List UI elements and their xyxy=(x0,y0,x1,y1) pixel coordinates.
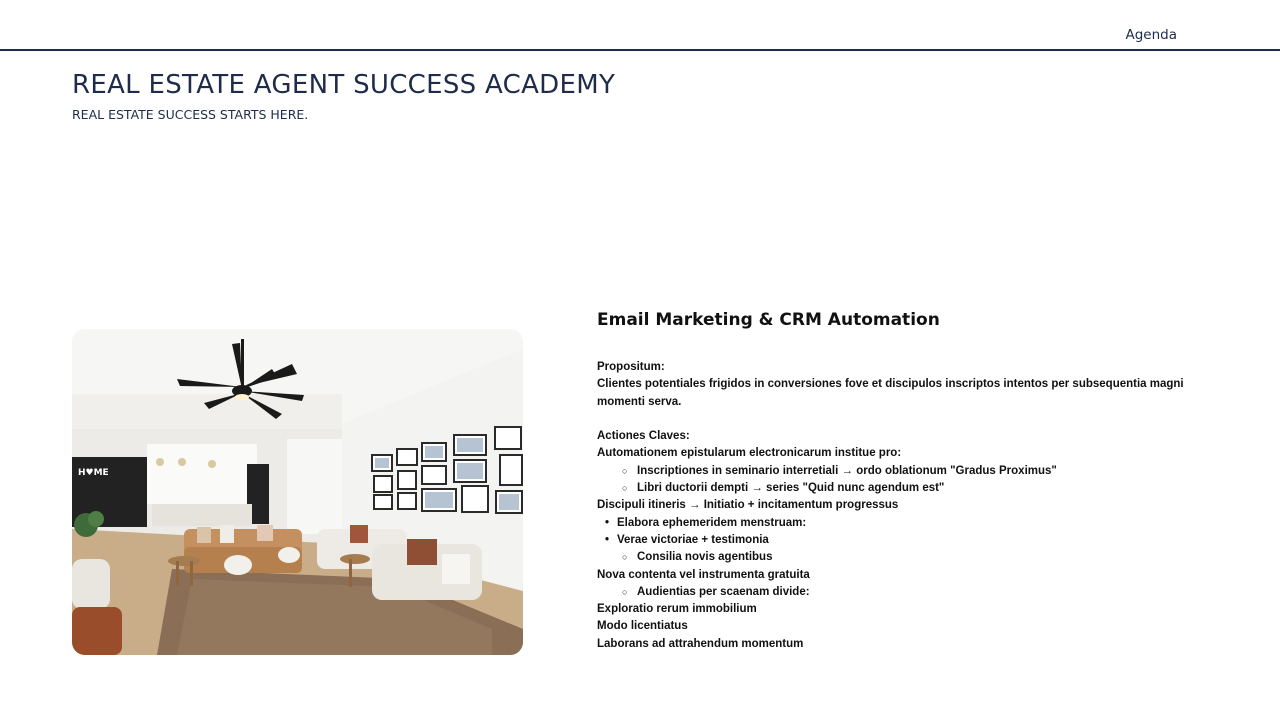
list-item: Automationem epistularum electronicarum institue pro: xyxy=(597,447,902,460)
list-item: Modo licentiatus xyxy=(597,620,688,633)
list-item: • Elabora ephemeridem menstruam: xyxy=(597,515,1207,532)
purpose-text: Clientes potentiales frigidos in conversiones fove et discipulos inscriptos intentos per subsequentia magni momenti serva. xyxy=(597,378,1184,408)
section-title: Email Marketing & CRM Automation xyxy=(597,310,940,330)
top-bar xyxy=(0,0,1280,51)
home-sign-text: H♥ME xyxy=(78,468,109,478)
list-item: ○ Inscriptiones in seminario interretiali → ordo oblationum "Gradus Proximus" xyxy=(597,463,1207,480)
list-item: Exploratio rerum immobilium xyxy=(597,603,757,616)
living-room-photo xyxy=(72,329,523,655)
page-title: REAL ESTATE AGENT SUCCESS ACADEMY xyxy=(72,70,616,100)
list-item: ○ Libri ductorii dempti → series "Quid nunc agendum est" xyxy=(597,480,1207,497)
nav-link-agenda[interactable]: Agenda xyxy=(1125,27,1177,43)
content-section xyxy=(597,308,1207,653)
list-item: Nova contenta vel instrumenta gratuita xyxy=(597,568,810,581)
list-item: Laborans ad attrahendum momentum xyxy=(597,637,804,650)
list-item: ○ Audientias per scaenam divide: xyxy=(597,584,1207,601)
page-subtitle: REAL ESTATE SUCCESS STARTS HERE. xyxy=(72,107,309,122)
list-item: Discipuli itineris → Initiatio + incitamentum progressus xyxy=(597,499,899,512)
list-item: • Verae victoriae + testimonia xyxy=(597,532,1207,549)
purpose-label: Propositum: xyxy=(597,361,665,373)
list-item: ○ Consilia novis agentibus xyxy=(597,549,1207,566)
actions-label: Actiones Claves: xyxy=(597,430,690,443)
